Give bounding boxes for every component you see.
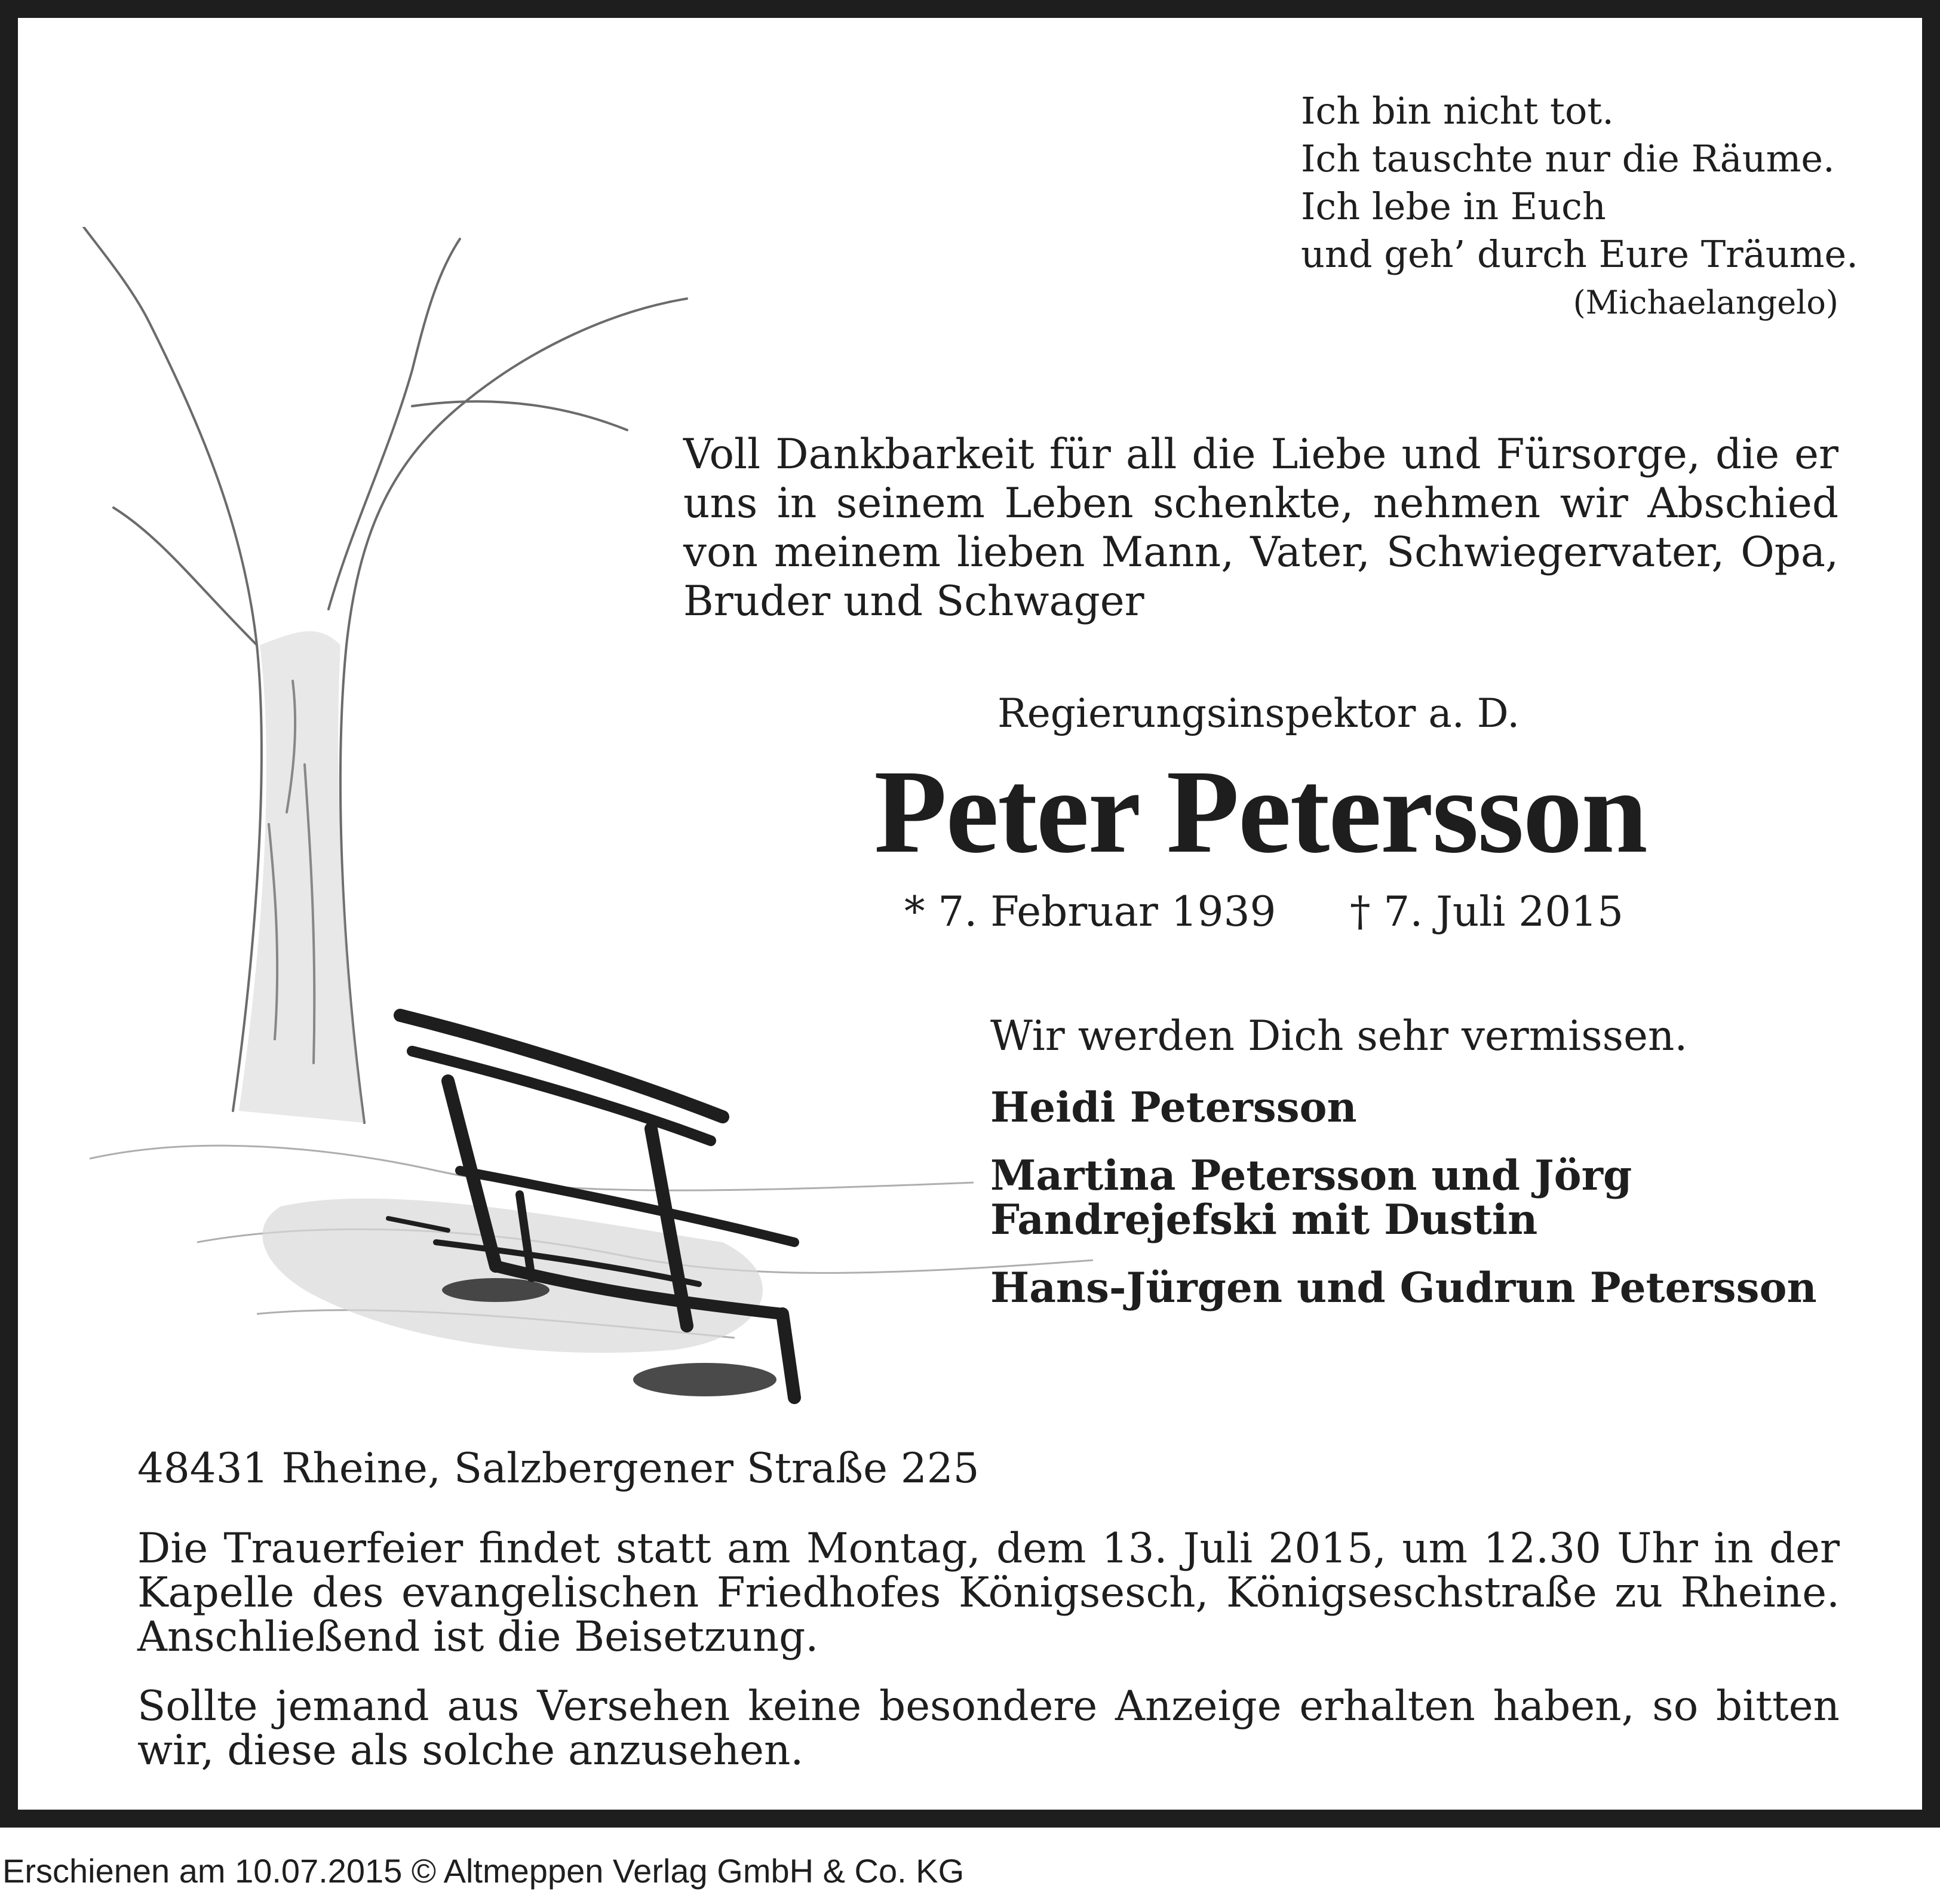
intro-text: Voll Dankbarkeit für all die Liebe und Fürsorge, die er uns in seinem Leben schenkte, nehmen wir Abschied von meinem lieben Mann, Vater, Schwiegervater, Opa, Bruder und Schwager — [683, 431, 1838, 625]
poem-line: Ich tauschte nur die Räume. — [1301, 137, 1835, 180]
mourner: Martina Petersson und Jörg Fandrejefski mit Dustin — [990, 1151, 1632, 1244]
poem-line: und geh’ durch Eure Träume. — [1301, 232, 1858, 276]
mourner: Hans-Jürgen und Gudrun Petersson — [990, 1264, 1817, 1312]
death-date: † 7. Juli 2015 — [1350, 888, 1623, 936]
address: 48431 Rheine, Salzbergener Straße 225 — [137, 1445, 980, 1493]
deceased-name: Peter Petersson — [874, 746, 1647, 878]
poem-line: Ich bin nicht tot. — [1301, 89, 1614, 133]
poem — [1301, 87, 1858, 325]
deceased-title: Regierungsinspektor a. D. — [997, 690, 1520, 736]
poem-author: (Michaelangelo) — [1573, 284, 1838, 321]
publication-footer: Erschienen am 10.07.2015 © Altmeppen Verlag GmbH & Co. KG — [2, 1852, 965, 1890]
birth-date: * 7. Februar 1939 — [904, 888, 1276, 936]
service-paragraph: Die Trauerfeier findet statt am Montag, dem 13. Juli 2015, um 12.30 Uhr in der Kapelle des evangelischen Friedhofes Königsesch, Königseschstraße zu Rheine. Anschließend ist die Beisetzung. — [137, 1525, 1840, 1661]
mourners-list — [990, 1083, 1850, 1334]
mourner: Heidi Petersson — [990, 1083, 1357, 1132]
closing-line: Wir werden Dich sehr vermissen. — [990, 1012, 1688, 1060]
poem-line: Ich lebe in Euch — [1301, 185, 1606, 228]
notice-paragraph: Sollte jemand aus Versehen keine besondere Anzeige erhalten haben, so bitten wir, diese als solche anzusehen. — [137, 1682, 1840, 1774]
